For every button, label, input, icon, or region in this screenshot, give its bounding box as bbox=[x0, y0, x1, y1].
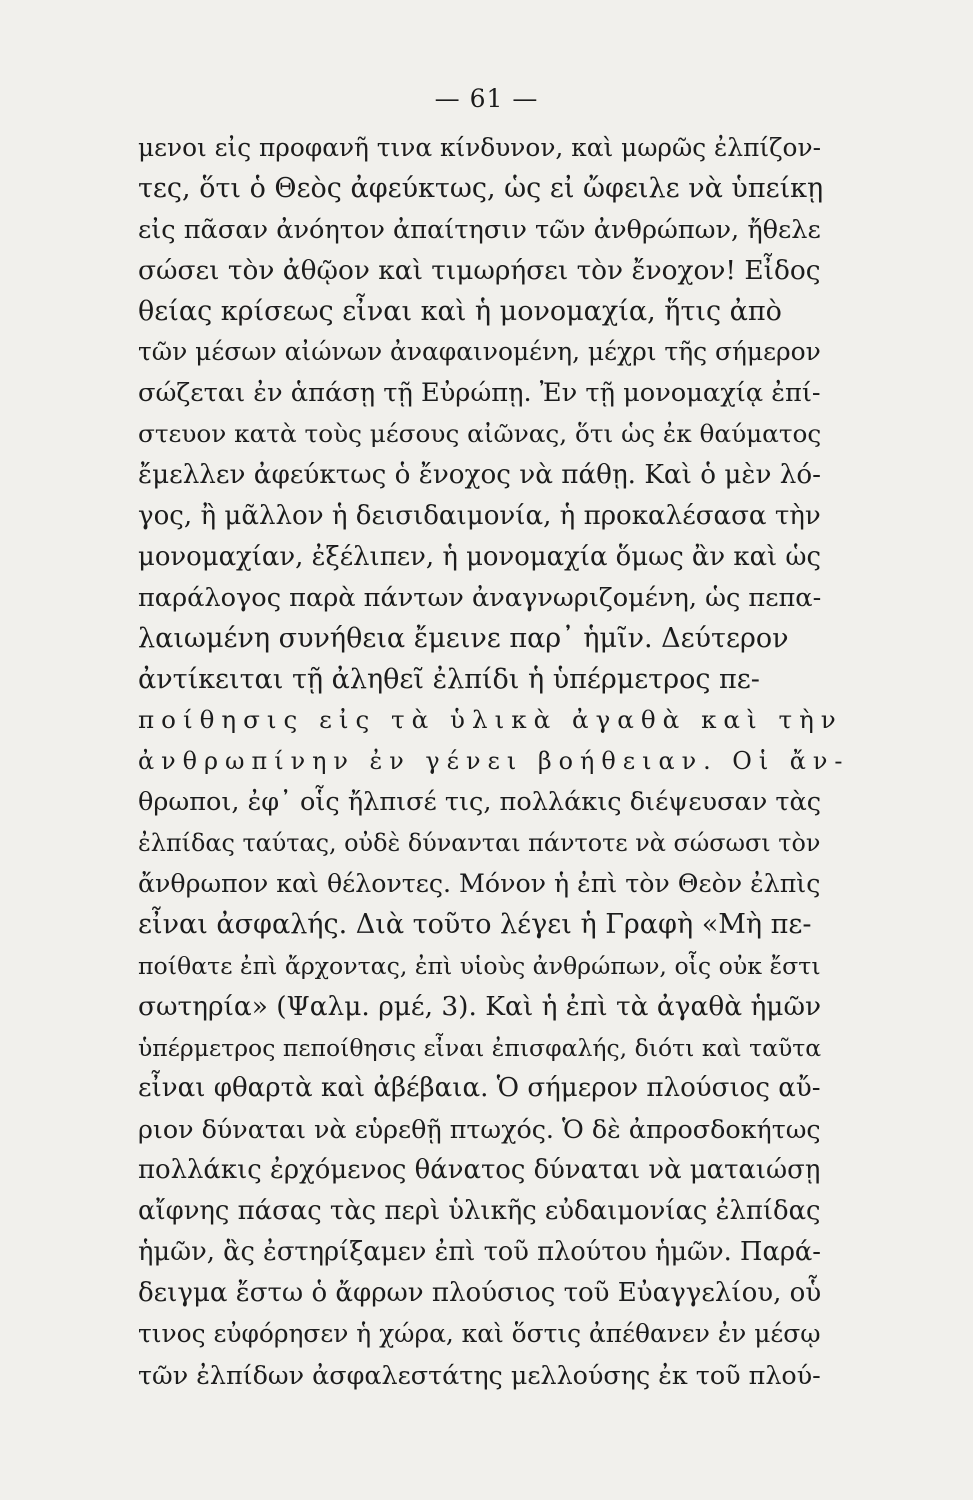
text-line: τῶν μέσων αἰώνων ἀναφαινομένη, μέχρι τῆς σήμερον bbox=[138, 337, 821, 367]
text-line: ἐλπίδας ταύτας, οὐδὲ δύνανται πάντοτε νὰ σώσωσι τὸν bbox=[138, 829, 821, 858]
text-line: θείας κρίσεως εἶναι καὶ ἡ μονομαχία, ἥτις ἀπὸ bbox=[138, 295, 782, 327]
text-line: ἔμελλεν ἀφεύκτως ὁ ἔνοχος νὰ πάθῃ. Καὶ ὁ μὲν λό- bbox=[138, 460, 822, 491]
text-line: τῶν ἐλπίδων ἀσφαλεστάτης μελλούσης ἐκ τοῦ πλού- bbox=[138, 1359, 821, 1390]
text-line: θρωποι, ἐφ᾽ οἷς ἤλπισέ τις, πολλάκις διέψευσαν τὰς bbox=[138, 787, 822, 818]
text-line: ἀνθρωπίνην ἐν γένει βοήθειαν. Οἱ ἄν- bbox=[138, 747, 850, 776]
text-line: στευον κατὰ τοὺς μέσους αἰῶνας, ὅτι ὡς ἐκ θαύματος bbox=[138, 419, 822, 449]
text-line: τινος εὐφόρησεν ἡ χώρα, καὶ ὅστις ἀπέθανεν ἐν μέσῳ bbox=[138, 1318, 821, 1348]
text-line: ριον δύναται νὰ εὑρεθῇ πτωχός. Ὁ δὲ ἀπροσδοκήτως bbox=[138, 1114, 821, 1145]
text-line: παράλογος παρὰ πάντων ἀναγνωριζομένη, ὡς πεπα- bbox=[138, 582, 822, 613]
text-line: εἶναι φθαρτὰ καὶ ἀβέβαια. Ὁ σήμερον πλούσιος αὔ- bbox=[138, 1073, 821, 1104]
text-line: λαιωμένη συνήθεια ἔμεινε παρ᾽ ἡμῖν. Δεύτερον bbox=[138, 622, 789, 654]
text-line: τες, ὅτι ὁ Θεὸς ἀφεύκτως, ὡς εἰ ὤφειλε νὰ ὑπείκῃ bbox=[138, 172, 824, 204]
text-line: γος, ἢ μᾶλλον ἡ δεισιδαιμονία, ἡ προκαλέσασα τὴν bbox=[138, 501, 821, 532]
text-line: σωτηρία» (Ψαλμ. ρμέ, 3). Καὶ ἡ ἐπὶ τὰ ἀγαθὰ ἡμῶν bbox=[138, 990, 822, 1022]
text-line: σώζεται ἐν ἁπάσῃ τῇ Εὐρώπῃ. Ἐν τῇ μονομαχίᾳ ἐπί- bbox=[138, 378, 821, 409]
text-line: σώσει τὸν ἀθῷον καὶ τιμωρήσει τὸν ἔνοχον! Εἶδος bbox=[138, 255, 821, 286]
text-line: μενοι εἰς προφανῆ τινα κίνδυνον, καὶ μωρῶς ἐλπίζον- bbox=[138, 133, 821, 162]
text-line: εἶναι ἀσφαλής. Διὰ τοῦτο λέγει ἡ Γραφὴ «Μὴ πε- bbox=[138, 908, 812, 940]
text-line: ἀντίκειται τῇ ἀληθεῖ ἐλπίδι ἡ ὑπέρμετρος πε- bbox=[138, 663, 760, 695]
text-line: ἄνθρωπον καὶ θέλοντες. Μόνον ἡ ἐπὶ τὸν Θεὸν ἐλπὶς bbox=[138, 869, 821, 899]
body-text bbox=[138, 128, 850, 1396]
text-line: αἴφνης πάσας τὰς περὶ ὑλικῆς εὐδαιμονίας ἐλπίδας bbox=[138, 1196, 821, 1227]
text-line: δειγμα ἔστω ὁ ἄφρων πλούσιος τοῦ Εὐαγγελίου, οὗ bbox=[138, 1277, 822, 1308]
text-line: ἡμῶν, ἃς ἐστηρίξαμεν ἐπὶ τοῦ πλούτου ἡμῶν. Παρά- bbox=[138, 1237, 821, 1268]
page-number: — 61 — bbox=[434, 84, 539, 113]
text-line: ποίθησις εἰς τὰ ὑλικὰ ἀγαθὰ καὶ τὴν bbox=[138, 705, 843, 735]
text-line: πολλάκις ἐρχόμενος θάνατος δύναται νὰ ματαιώσῃ bbox=[138, 1155, 821, 1186]
text-line: μονομαχίαν, ἐξέλιπεν, ἡ μονομαχία ὅμως ἂν καὶ ὡς bbox=[138, 541, 822, 572]
text-line: ὑπέρμετρος πεποίθησις εἶναι ἐπισφαλής, διότι καὶ ταῦτα bbox=[138, 1033, 822, 1062]
text-line: ποίθατε ἐπὶ ἄρχοντας, ἐπὶ υἱοὺς ἀνθρώπων, οἷς οὐκ ἔστι bbox=[138, 951, 821, 980]
text-line: εἰς πᾶσαν ἀνόητον ἀπαίτησιν τῶν ἀνθρώπων, ἤθελε bbox=[138, 214, 821, 245]
